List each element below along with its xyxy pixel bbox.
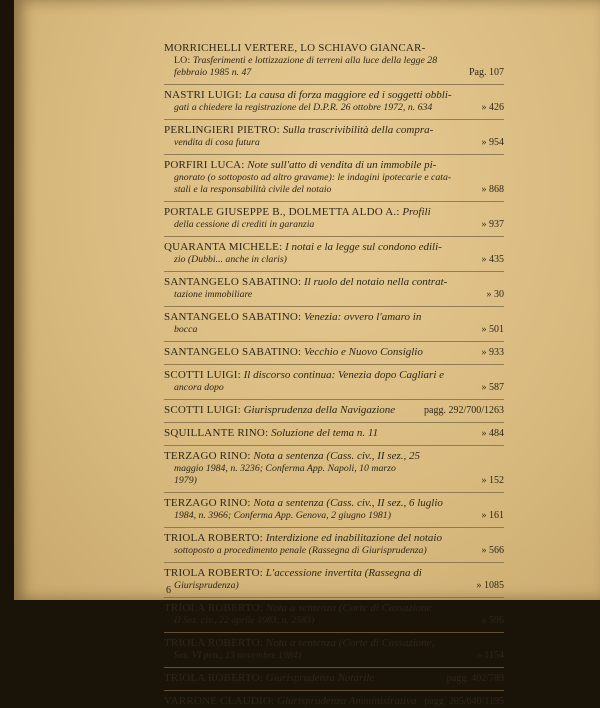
article-title: Giurisprudenza) <box>174 580 239 591</box>
article-title: maggio 1984, n. 3236; Conferma App. Napoli, 10 marzo <box>174 463 396 474</box>
page-reference: » 161 <box>481 510 504 521</box>
entry-divider <box>164 341 504 342</box>
entry-line <box>164 206 504 219</box>
page-reference: » 1154 <box>476 650 504 661</box>
entry-divider <box>164 562 504 563</box>
author-name: SQUILLANTE RINO: <box>164 427 269 439</box>
article-title: 1979) <box>174 475 197 486</box>
article-title: gati a chiedere la registrazione del D.P.R. 26 ottobre 1972, n. 634 <box>174 102 433 113</box>
article-title: della cessione di crediti in garanzia <box>174 219 315 230</box>
article-title: Giurisprudenza Amministrativa <box>274 695 417 707</box>
article-title: Sez. VI pen., 13 novembre 1984) <box>174 650 301 661</box>
page-number: 6 <box>166 585 171 596</box>
entry-line <box>164 475 504 487</box>
page-reference: » 937 <box>481 219 504 230</box>
entry-line <box>164 650 504 662</box>
index-entry <box>164 42 504 79</box>
entry-line <box>164 382 504 394</box>
entry-line <box>164 346 504 359</box>
author-name: PORFIRI LUCA: <box>164 159 245 171</box>
entry-line <box>164 159 504 172</box>
entry-divider <box>164 445 504 446</box>
article-title: tazione immobiliare <box>174 289 253 300</box>
entry-divider <box>164 236 504 237</box>
author-name: PORTALE GIUSEPPE B., DOLMETTA ALDO A.: <box>164 206 400 218</box>
page-reference: pagg. 402/789 <box>446 673 504 684</box>
article-title: Nota a sentenza (Corte di Cassazione, <box>263 637 435 649</box>
author-name: SANTANGELO SABATINO: <box>164 346 302 358</box>
author-name: TRIOLA ROBERTO: <box>164 672 264 684</box>
index-entry <box>164 124 504 149</box>
page-reference: » 501 <box>481 324 504 335</box>
article-title: Profili <box>399 206 431 218</box>
author-name: LO: <box>174 55 191 66</box>
entry-line <box>164 324 504 336</box>
entry-divider <box>164 119 504 120</box>
entry-divider <box>164 527 504 528</box>
article-title: Nota a sentenza (Cass. civ., II sez., 6 luglio <box>250 497 443 509</box>
index-entry <box>164 637 504 662</box>
article-title: Il discorso continua: Venezia dopo Cagliari e <box>240 369 445 381</box>
author-name: TERZAGO RINO: <box>164 450 251 462</box>
entry-divider <box>164 667 504 668</box>
page-reference: » 435 <box>481 254 504 265</box>
article-title: bocca <box>174 324 198 335</box>
author-index <box>164 42 504 708</box>
article-title: vendita di cosa futura <box>174 137 260 148</box>
article-title: Note sull'atto di vendita di un immobile pi- <box>244 159 437 171</box>
article-title: I notai e la legge sul condono edili- <box>282 241 442 253</box>
author-name: TRIOLA ROBERTO: <box>164 637 264 649</box>
article-title: Nota a sentenza (Corte di Cassazione <box>263 602 432 614</box>
entry-line <box>164 369 504 382</box>
entry-line <box>164 615 504 627</box>
entry-line <box>164 532 504 545</box>
author-name: TERZAGO RINO: <box>164 497 251 509</box>
entry-divider <box>164 422 504 423</box>
index-entry <box>164 276 504 301</box>
article-title: ancora dopo <box>174 382 224 393</box>
page-reference: » 30 <box>486 289 504 300</box>
article-title: Sulla trascrivibilità della compra- <box>279 124 434 136</box>
entry-divider <box>164 201 504 202</box>
entry-line <box>164 124 504 137</box>
article-title: Giurisprudenza Notarile <box>263 672 375 684</box>
entry-divider <box>164 690 504 691</box>
index-entry <box>164 695 504 708</box>
author-name: SCOTTI LUIGI: <box>164 404 241 416</box>
article-title: Nota a sentenza (Cass. civ., II sez., 25 <box>250 450 420 462</box>
page-reference: » 484 <box>481 428 504 439</box>
entry-divider <box>164 632 504 633</box>
index-entry <box>164 159 504 196</box>
entry-divider <box>164 271 504 272</box>
page-reference: » 868 <box>481 184 504 195</box>
article-title: Venezia: ovvero l'amaro in <box>301 311 422 323</box>
entry-line <box>164 67 504 79</box>
index-entry <box>164 346 504 359</box>
entry-line <box>164 463 504 475</box>
author-name: TRIOLA ROBERTO: <box>164 602 264 614</box>
author-name: VARRONE CLAUDIO: <box>164 695 275 707</box>
article-title: Interdizione ed inabilitazione del notaio <box>263 532 442 544</box>
page-reference: pagg. 205/640/1195 <box>424 696 504 707</box>
author-name: QUARANTA MICHELE: <box>164 241 283 253</box>
index-entry <box>164 206 504 231</box>
entry-line <box>164 102 504 114</box>
article-title: sottoposto a procedimento penale (Rassegna di Giurisprudenza) <box>174 545 427 556</box>
entry-line <box>164 450 504 463</box>
page-reference: » 587 <box>481 382 504 393</box>
page-reference: » 426 <box>481 102 504 113</box>
article-title: II Sez. civ., 22 aprile 1983, n. 2583) <box>174 615 315 626</box>
entry-line <box>164 497 504 510</box>
index-entry <box>164 602 504 627</box>
page-reference: » 152 <box>481 475 504 486</box>
entry-divider <box>164 306 504 307</box>
article-title: L'accessione invertita (Rassegna di <box>263 567 422 579</box>
article-title: 1984, n. 3966; Conferma App. Genova, 2 giugno 1981) <box>174 510 391 521</box>
author-name: SANTANGELO SABATINO: <box>164 276 302 288</box>
author-name: SCOTTI LUIGI: <box>164 369 241 381</box>
entry-line <box>164 637 504 650</box>
entry-divider <box>164 597 504 598</box>
entry-line <box>164 276 504 289</box>
author-name: SANTANGELO SABATINO: <box>164 311 302 323</box>
index-entry <box>164 450 504 487</box>
article-title: La causa di forza maggiore ed i soggetti obbli- <box>242 89 452 101</box>
author-name: TRIOLA ROBERTO: <box>164 567 264 579</box>
page-reference: » 566 <box>481 545 504 556</box>
entry-line <box>164 89 504 102</box>
entry-divider <box>164 399 504 400</box>
index-entry <box>164 567 504 592</box>
entry-line <box>164 311 504 324</box>
entry-line <box>164 602 504 615</box>
page-reference: » 954 <box>481 137 504 148</box>
author-name: NASTRI LUIGI: <box>164 89 243 101</box>
article-title: Il ruolo del notaio nella contrat- <box>301 276 448 288</box>
page-reference: pagg. 292/700/1263 <box>424 405 504 416</box>
entry-divider <box>164 84 504 85</box>
entry-divider <box>164 154 504 155</box>
page-reference: » 596 <box>481 615 504 626</box>
index-entry <box>164 404 504 417</box>
entry-line <box>164 184 504 196</box>
article-title: Vecchio e Nuovo Consiglio <box>301 346 423 358</box>
entry-line <box>164 567 504 580</box>
entry-line <box>164 219 504 231</box>
author-name: PERLINGIERI PIETRO: <box>164 124 280 136</box>
article-title: gnorato (o sottoposto ad altro gravame): le indagini ipotecarie e cata- <box>174 172 452 183</box>
article-title: Soluzione del tema n. 11 <box>268 427 379 439</box>
author-name: MORRICHELLI VERTERE, LO SCHIAVO GIANCAR- <box>164 42 426 54</box>
entry-line <box>164 254 504 266</box>
entry-line <box>164 241 504 254</box>
entry-line <box>164 545 504 557</box>
article-title: febbraio 1985 n. 47 <box>174 67 252 78</box>
index-entry <box>164 89 504 114</box>
index-entry <box>164 427 504 440</box>
index-entry <box>164 311 504 336</box>
entry-divider <box>164 364 504 365</box>
entry-line <box>164 289 504 301</box>
entry-line <box>164 55 504 67</box>
author-name: TRIOLA ROBERTO: <box>164 532 264 544</box>
entry-divider <box>164 492 504 493</box>
page-reference: Pag. 107 <box>469 67 504 78</box>
entry-line <box>164 172 504 184</box>
article-title: stali e la responsabilità civile del notaio <box>174 184 332 195</box>
article-title: Trasferimenti e lottizzazione di terreni alla luce della legge 28 <box>190 55 438 66</box>
index-entry <box>164 369 504 394</box>
index-entry <box>164 532 504 557</box>
index-entry <box>164 672 504 685</box>
index-entry <box>164 241 504 266</box>
article-title: zio (Dubbi... anche in claris) <box>174 254 287 265</box>
book-page <box>14 0 600 707</box>
article-title: Giurisprudenza della Navigazione <box>240 404 396 416</box>
page-reference: » 1085 <box>476 580 504 591</box>
entry-line <box>164 42 504 55</box>
entry-line <box>164 427 504 440</box>
entry-line <box>164 510 504 522</box>
entry-line <box>164 580 504 592</box>
entry-line <box>164 137 504 149</box>
index-entry <box>164 497 504 522</box>
page-reference: » 933 <box>481 347 504 358</box>
